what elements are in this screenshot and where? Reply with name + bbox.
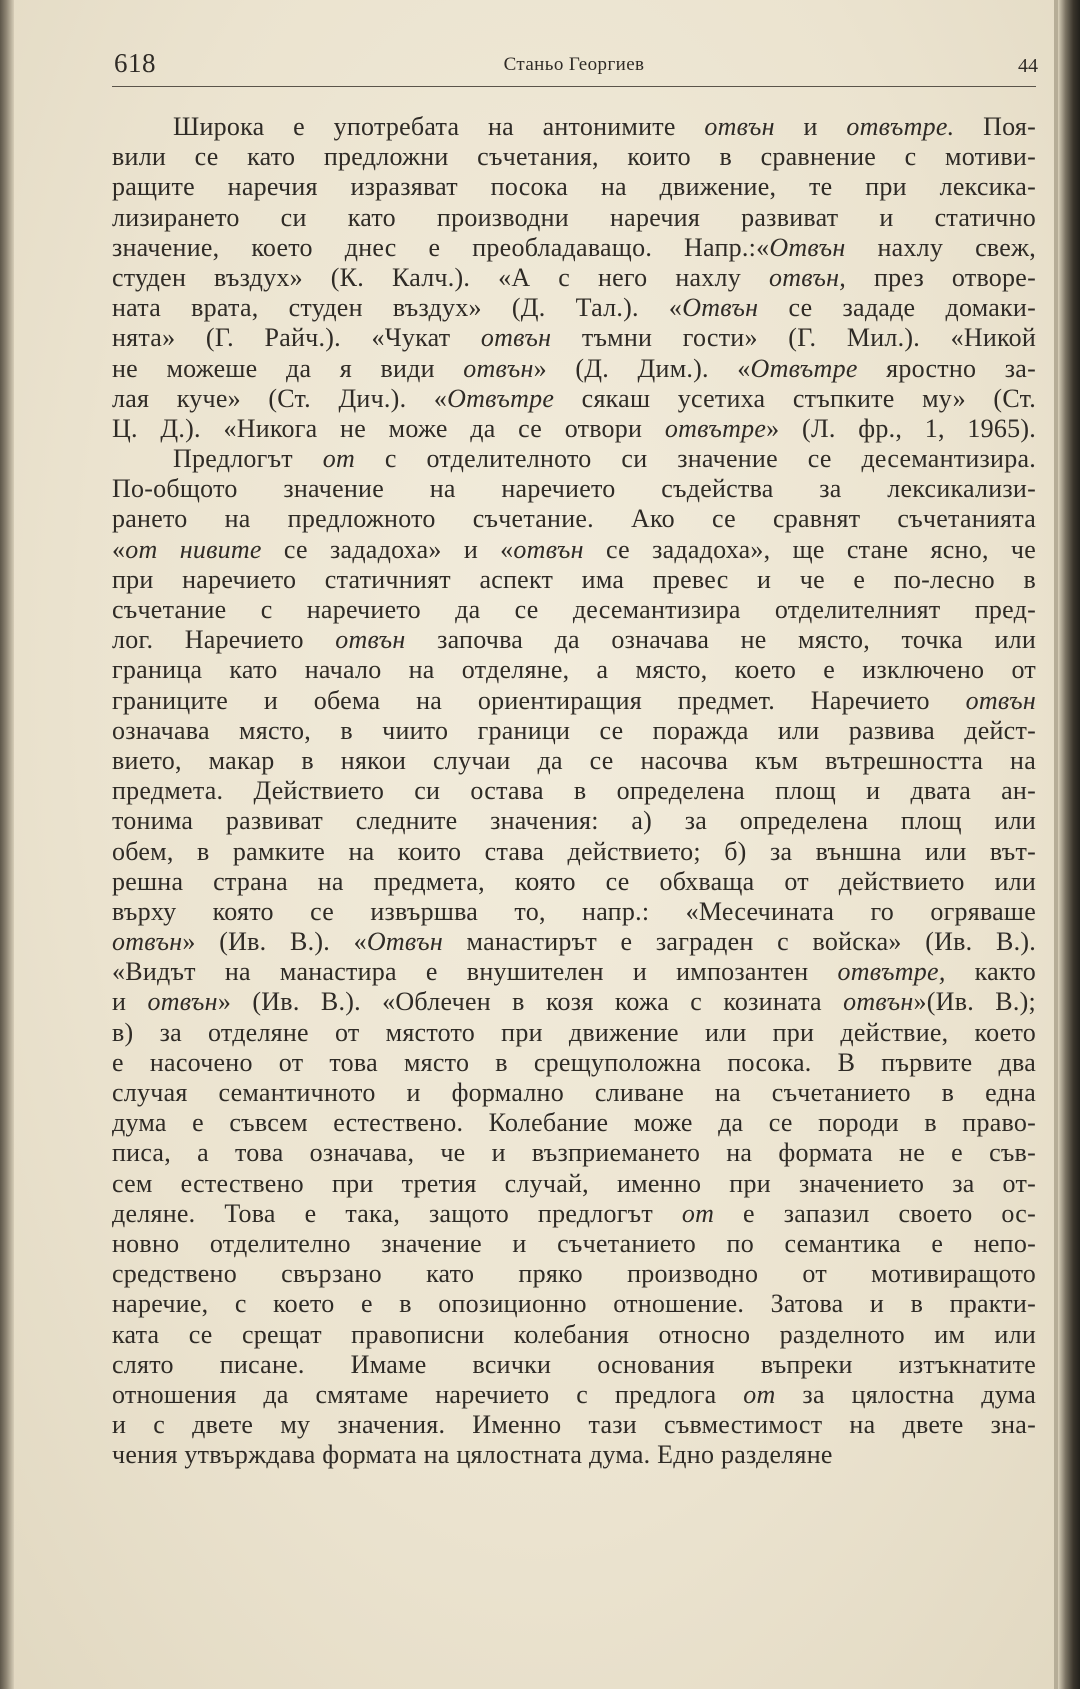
italic-term: Отвътре [750, 353, 858, 383]
text-run: По-общото значение на наречието съдейства за лексикализи- [112, 474, 1036, 504]
text-run: » (Ив. В.). «Облечен в козя кожа с козината [217, 987, 844, 1017]
text-run: лизирането си като производни наречия развиват и статично [112, 202, 1036, 232]
header-rule [112, 86, 1036, 87]
text-run: вили се като предложни съчетания, които в сравнение с мотиви- [112, 142, 1036, 172]
text-run: лог. Наречието [112, 625, 336, 655]
text-run: новно отделително значение и съчетанието по семантика е непо- [112, 1228, 1036, 1258]
text-line [112, 897, 1036, 927]
text-run: студен въздух» (К. Калч.). «А с него нахлу [112, 262, 769, 292]
text-run: върху която се извършва то, напр.: «Месечината го огряваше [112, 896, 1036, 926]
text-run: чения утвърждава формата на цялостната дума. Едно разделяне [112, 1440, 833, 1470]
text-line [112, 1138, 1036, 1168]
text-line [112, 323, 1036, 353]
text-line [112, 746, 1036, 776]
text-line [112, 867, 1036, 897]
text-line [112, 655, 1036, 685]
text-line [112, 1440, 1036, 1470]
italic-term: Отвън [769, 232, 846, 262]
book-page [112, 40, 1036, 1470]
text-run: обем, в рамките на които става действието; б) за външна или вът- [112, 836, 1036, 866]
text-line [112, 565, 1036, 595]
text-line [112, 1078, 1036, 1108]
text-line [112, 1320, 1036, 1350]
italic-term: отвън [704, 112, 775, 141]
text-line [112, 504, 1036, 534]
text-run: »(Ив. В.); [913, 987, 1036, 1017]
text-run: вието, макар в някои случаи да се насочва към вътрешността на [112, 745, 1036, 775]
text-line [112, 716, 1036, 746]
text-line [112, 384, 1036, 414]
text-run: граница като начало на отделяне, а място, което е изключено от [112, 655, 1036, 685]
text-run: и [112, 987, 148, 1017]
running-head [112, 40, 1036, 84]
italic-term: Отвън [682, 293, 759, 323]
text-run: Ц. Д.). «Никога не може да се отвори [112, 413, 665, 443]
text-run: отношения да смятаме наречието с предлога [112, 1379, 744, 1409]
text-run: нята» (Г. Райч.). «Чукат [112, 323, 481, 353]
text-run: слято писане. Имаме всички основания въпреки изтъкнатите [112, 1349, 1036, 1379]
text-run: започва да означава не място, точка или [405, 625, 1036, 655]
text-run: нахлу свеж, [845, 232, 1036, 262]
text-run: не можеше да я види [112, 353, 464, 383]
text-run: значение, което днес е преобладаващо. Напр.:« [112, 232, 770, 262]
text-line [112, 112, 1036, 142]
text-run: средствено свързано като пряко производно от мотивиращото [112, 1259, 1036, 1289]
text-run: Широка е употребата на антонимите [173, 112, 705, 141]
text-run: лая куче» (Ст. Дич.). « [112, 383, 448, 413]
text-line [112, 1410, 1036, 1440]
text-run: « [112, 534, 126, 564]
text-run: случая семантичното и формално сливане на съчетанието в една [112, 1078, 1036, 1107]
text-run: дума е съвсем естествено. Колебание може да се породи в право- [112, 1108, 1036, 1138]
text-line [112, 1229, 1036, 1259]
text-run: сем естествено при третия случай, именно при значението за от- [112, 1168, 1036, 1198]
text-run: писа, а това означава, че и възприемането на формата не е съв- [112, 1138, 1036, 1168]
italic-term: Отвън [366, 927, 443, 957]
italic-term: отвън [480, 323, 552, 353]
text-line [112, 837, 1036, 867]
text-run: Поя- [954, 112, 1036, 141]
italic-term: от [743, 1379, 776, 1409]
text-run: манастирът е заграден с войска» (Ив. В.). [442, 927, 1036, 957]
italic-term: отвън [463, 353, 534, 383]
page-number: 618 [114, 48, 156, 78]
italic-term: отвън [112, 927, 183, 957]
text-line [112, 535, 1036, 565]
text-run: предмета. Действието си остава в определена площ и двата ан- [112, 776, 1036, 806]
italic-term: отвътре. [846, 112, 955, 141]
text-run: яростно за- [857, 353, 1036, 383]
text-run: с отделителното си значение се десемантизира. [355, 444, 1036, 474]
italic-term: Отвътре [447, 383, 555, 413]
italic-term: от нивите [125, 534, 262, 564]
text-line [112, 776, 1036, 806]
page-edge-shadow [1058, 0, 1080, 1689]
text-line [112, 927, 1036, 957]
text-run: » (Д. Дим.). « [533, 353, 751, 383]
italic-term: отвън [965, 685, 1036, 715]
text-line [112, 1018, 1036, 1048]
italic-term: от [681, 1198, 715, 1228]
text-line [112, 1169, 1036, 1199]
text-line [112, 1380, 1036, 1410]
text-line [112, 1108, 1036, 1138]
text-run: е насочено от това място в срещуположна посока. В първите два [112, 1047, 1036, 1077]
text-run: през отворе- [846, 262, 1036, 292]
text-run: решна страна на предмета, която се обхваща от действието или [112, 866, 1036, 896]
text-line [112, 474, 1036, 504]
binding-gutter [0, 0, 14, 1689]
text-run: се зададе домаки- [758, 293, 1036, 323]
text-line [112, 203, 1036, 233]
text-run: ната врата, студен въздух» (Д. Тал.). « [112, 293, 683, 323]
text-run: и [774, 112, 847, 141]
text-line [112, 1289, 1036, 1319]
text-line [112, 987, 1036, 1017]
italic-term: отвътре [664, 413, 767, 443]
text-line [112, 354, 1036, 384]
text-line [112, 293, 1036, 323]
signature-number: 44 [1018, 55, 1038, 77]
text-run: » (Л. фр., 1, 1965). [766, 413, 1037, 443]
text-run: наречие, с което е в опозиционно отношение. Затова и в практи- [112, 1289, 1036, 1319]
text-line [112, 686, 1036, 716]
text-run: се зададоха» и « [261, 534, 514, 564]
text-run: ращите наречия изразяват посока на движение, те при лексика- [112, 172, 1036, 202]
text-run: се зададоха», ще стане ясно, че [583, 534, 1037, 564]
text-run: границите и обема на ориентиращия предмет. Наречието [112, 685, 966, 715]
text-run: означава място, в чиито граници се поражда или развива дейст- [112, 715, 1036, 745]
body-text [112, 112, 1036, 1470]
text-run: ката се срещат правописни колебания относно разделното им или [112, 1319, 1036, 1349]
text-line [112, 263, 1036, 293]
italic-term: отвън [843, 987, 914, 1017]
text-run: рането на предложното съчетание. Ако се сравнят съчетанията [112, 504, 1036, 534]
text-line [112, 142, 1036, 172]
text-run: деляне. Това е така, защото предлогът [112, 1198, 682, 1228]
text-line [112, 172, 1036, 202]
text-run: и с двете му значения. Именно тази съвместимост на двете зна- [112, 1410, 1036, 1440]
text-run: «Видът на манастира е внушителен и импозантен [112, 957, 838, 987]
text-line [112, 806, 1036, 836]
italic-term: отвън [147, 987, 218, 1017]
italic-term: отвън, [768, 262, 847, 292]
text-line [112, 414, 1036, 444]
italic-term: отвътре, [837, 957, 946, 987]
text-run: съчетание с наречието да се десемантизира отделителният пред- [112, 595, 1036, 624]
text-line [112, 1259, 1036, 1289]
text-run: тъмни гости» (Г. Мил.). «Никой [551, 323, 1037, 353]
text-run: е запазил своето ос- [714, 1198, 1037, 1228]
text-line [112, 444, 1036, 474]
running-title: Станьо Георгиев [503, 54, 645, 75]
text-line [112, 1199, 1036, 1229]
italic-term: от [322, 444, 356, 474]
text-line [112, 957, 1036, 987]
text-line [112, 625, 1036, 655]
text-line [112, 1350, 1036, 1380]
text-run: при наречието статичният аспект има превес и че е по-лесно в [112, 564, 1036, 594]
text-run: в) за отделяне от мястото при движение или при действие, което [112, 1017, 1036, 1047]
text-run: тонима развиват следните значения: а) за определена площ или [112, 806, 1036, 836]
text-line [112, 233, 1036, 263]
text-line [112, 595, 1036, 625]
text-run: » (Ив. В.). « [182, 927, 367, 957]
text-run: както [945, 957, 1036, 987]
italic-term: отвън [335, 625, 406, 655]
text-run: Предлогът [173, 444, 323, 474]
italic-term: отвън [513, 534, 584, 564]
text-line [112, 1048, 1036, 1078]
text-run: за цялостна дума [775, 1379, 1036, 1409]
text-run: сякаш усетиха стъпките му» (Ст. [554, 383, 1036, 413]
